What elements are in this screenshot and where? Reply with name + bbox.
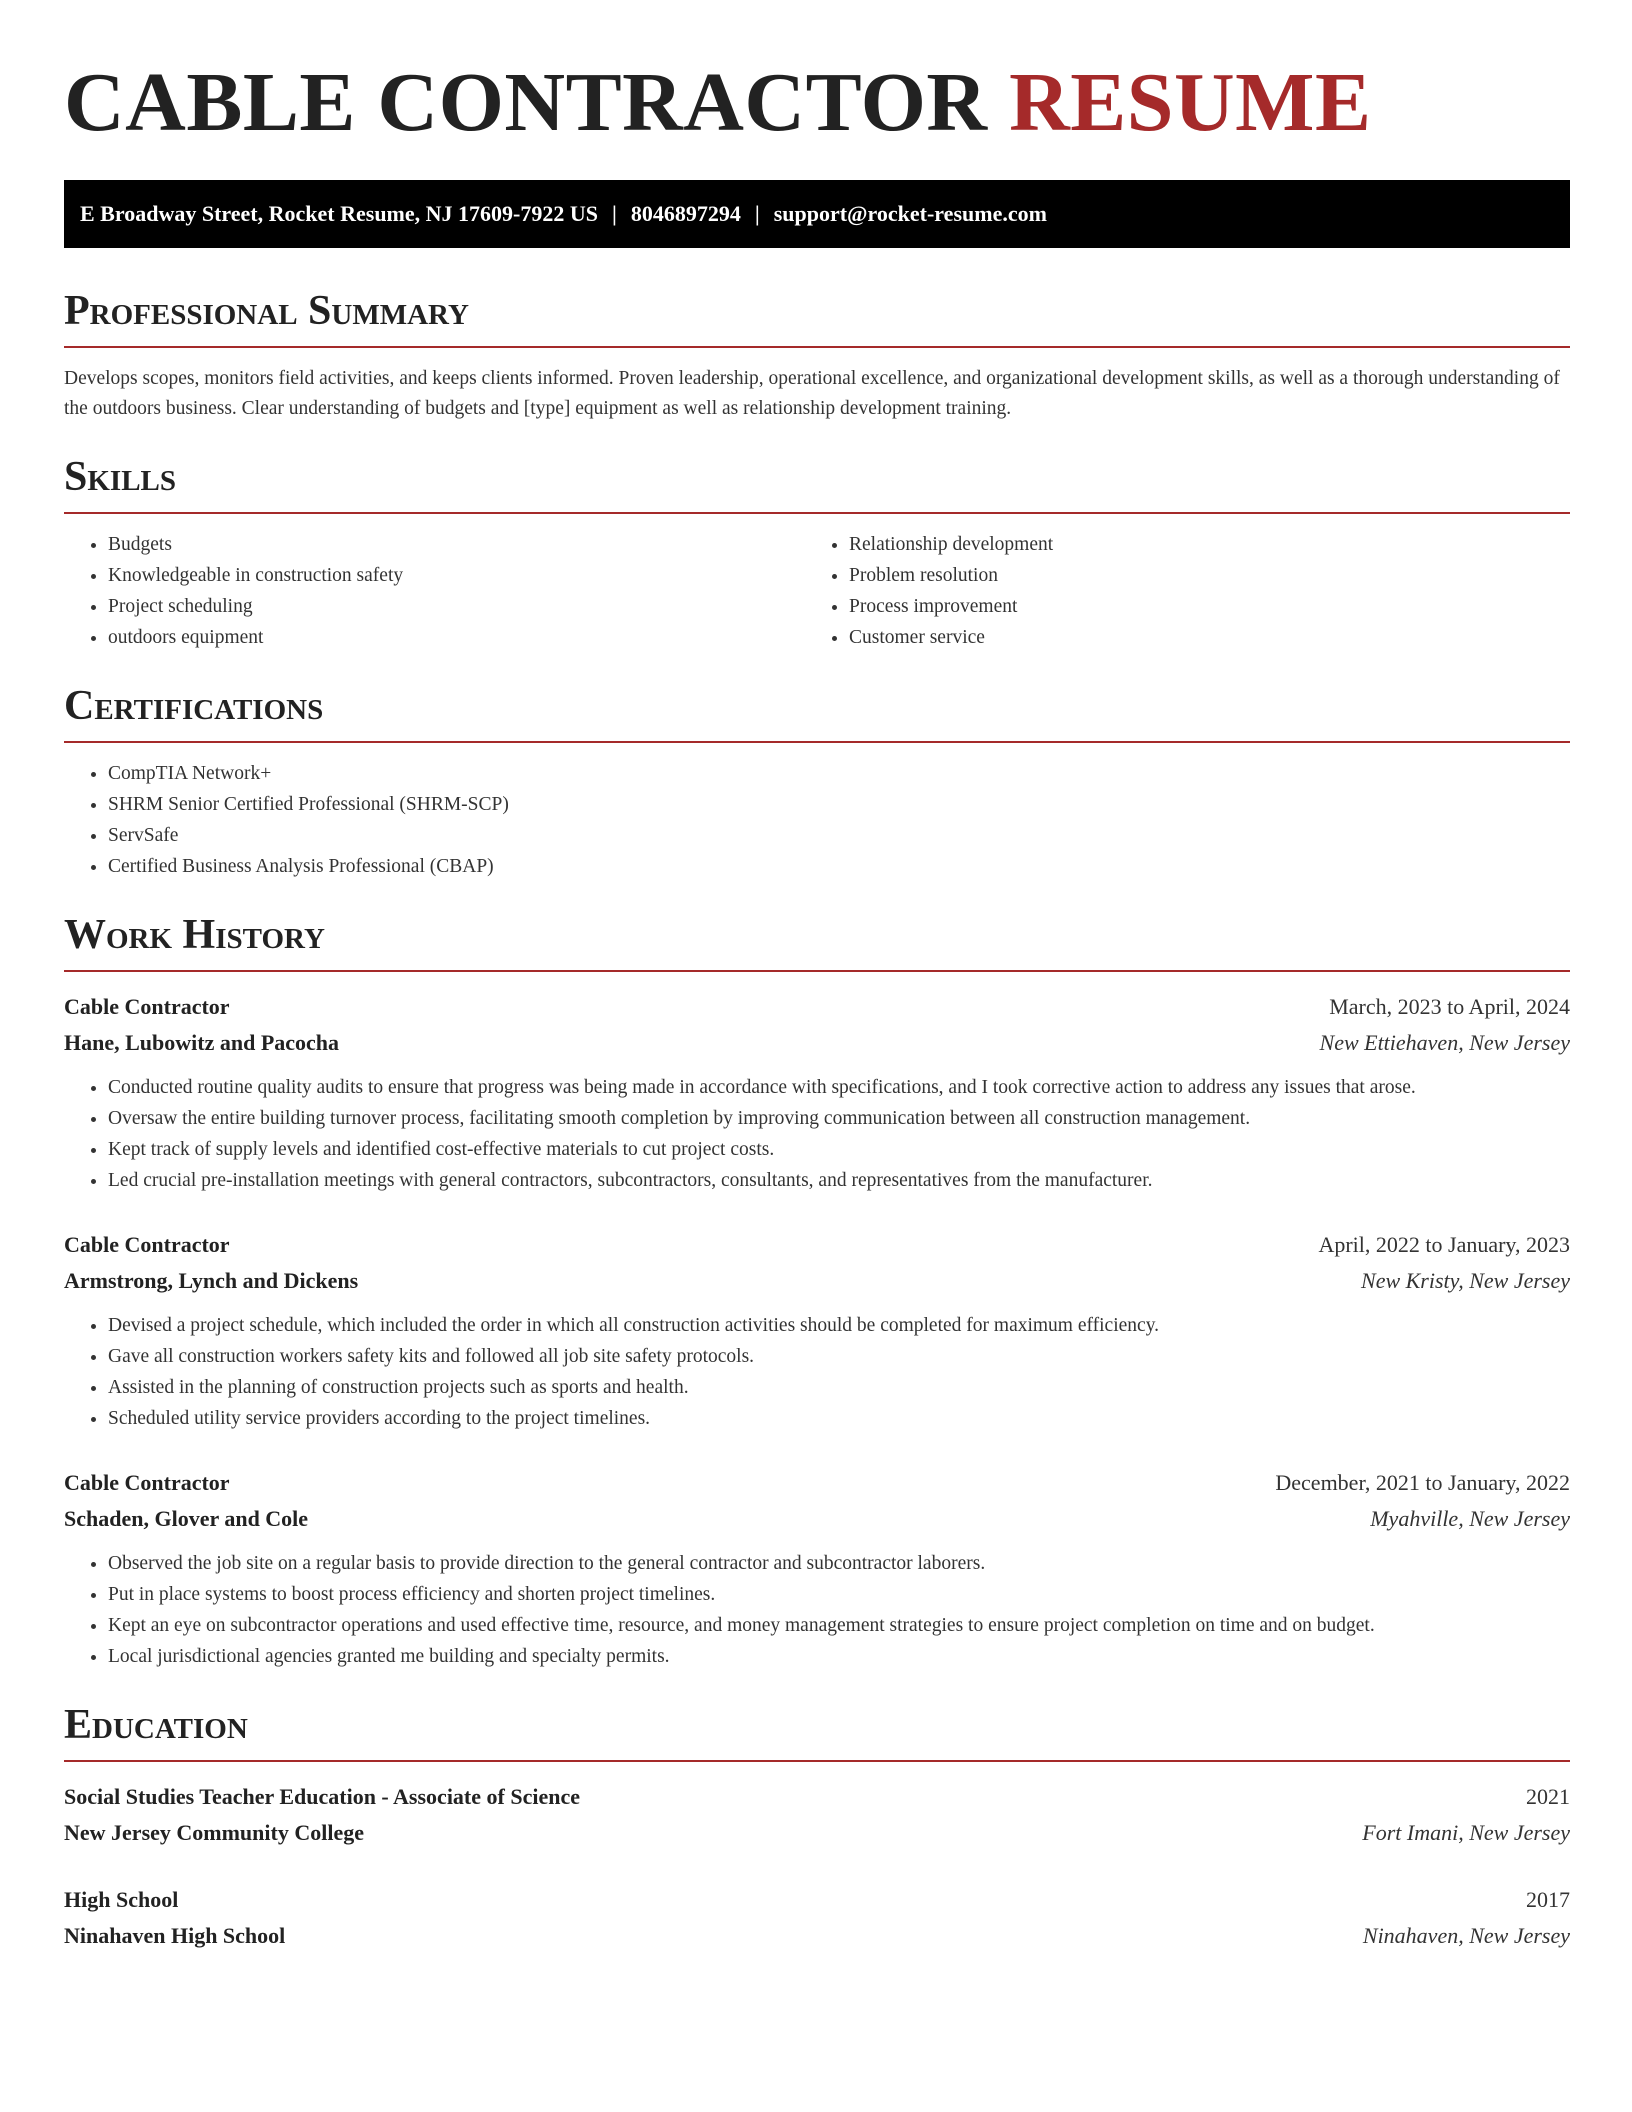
job-bullet: • Put in place systems to boost process efficiency and shorten project timelines. xyxy=(108,1579,1570,1610)
job-bullet: • Kept an eye on subcontractor operations and used effective time, resource, and money management strategies to ensure project completion on time and on budget. xyxy=(108,1610,1570,1641)
job-dates: December, 2021 to January, 2022 xyxy=(1275,1470,1570,1495)
job-title: Cable Contractor xyxy=(64,994,230,1019)
resume-page xyxy=(64,0,1570,1954)
skill-item: • Budgets xyxy=(108,529,805,560)
certification-item: • Certified Business Analysis Professional (CBAP) xyxy=(108,851,1570,882)
job-bullets xyxy=(64,1072,1570,1196)
job-bullet: • Kept track of supply levels and identified cost-effective materials to cut project costs. xyxy=(108,1134,1570,1165)
job-location: New Ettiehaven, New Jersey xyxy=(1319,1030,1570,1055)
job-title-row xyxy=(64,1227,1570,1263)
section-divider xyxy=(64,512,1570,514)
job-bullet: • Scheduled utility service providers according to the project timelines. xyxy=(108,1403,1570,1434)
job-company-row xyxy=(64,1263,1570,1299)
contact-email[interactable]: support@rocket-resume.com xyxy=(773,201,1047,226)
job-entry xyxy=(64,1227,1570,1434)
contact-separator: | xyxy=(611,201,617,226)
contact-separator: | xyxy=(754,201,760,226)
section-divider xyxy=(64,1760,1570,1762)
skill-item: • Project scheduling xyxy=(108,591,805,622)
job-dates: April, 2022 to January, 2023 xyxy=(1318,1232,1570,1257)
certification-item: • CompTIA Network+ xyxy=(108,758,1570,789)
education-section xyxy=(64,1700,1570,1954)
resume-title xyxy=(64,0,1570,148)
job-bullet: • Led crucial pre-installation meetings with general contractors, subcontractors, consultants, and representatives from the manufacturer. xyxy=(108,1165,1570,1196)
education-entry xyxy=(64,1779,1570,1851)
skill-item: • Knowledgeable in construction safety xyxy=(108,560,805,591)
education-year: 2017 xyxy=(1526,1887,1570,1912)
education-degree: High School xyxy=(64,1887,179,1912)
job-title: Cable Contractor xyxy=(64,1470,230,1495)
education-degree-row xyxy=(64,1779,1570,1815)
job-bullets xyxy=(64,1310,1570,1434)
job-location: New Kristy, New Jersey xyxy=(1361,1268,1570,1293)
job-bullet: • Devised a project schedule, which included the order in which all construction activities should be completed for maximum efficiency. xyxy=(108,1310,1570,1341)
skill-item: • Process improvement xyxy=(849,591,1546,622)
skill-item: • Relationship development xyxy=(849,529,1546,560)
job-bullets xyxy=(64,1548,1570,1672)
job-company-row xyxy=(64,1501,1570,1537)
summary-section xyxy=(64,286,1570,424)
contact-address: E Broadway Street, Rocket Resume, NJ 17609-7922 US xyxy=(80,201,598,226)
job-entry xyxy=(64,989,1570,1196)
job-location: Myahville, New Jersey xyxy=(1370,1506,1570,1531)
education-location: Fort Imani, New Jersey xyxy=(1362,1820,1570,1845)
skills-grid xyxy=(64,529,1570,653)
job-entry xyxy=(64,1465,1570,1672)
skills-section xyxy=(64,452,1570,653)
job-bullet: • Local jurisdictional agencies granted me building and specialty permits. xyxy=(108,1641,1570,1672)
certification-item: • ServSafe xyxy=(108,820,1570,851)
education-degree: Social Studies Teacher Education - Associate of Science xyxy=(64,1784,580,1809)
skills-column-left xyxy=(64,529,805,653)
education-degree-row xyxy=(64,1882,1570,1918)
job-bullet: • Oversaw the entire building turnover process, facilitating smooth completion by improving communication between all construction management. xyxy=(108,1103,1570,1134)
section-heading: Work History xyxy=(64,912,325,958)
job-bullet: • Observed the job site on a regular basis to provide direction to the general contractor and subcontractor laborers. xyxy=(108,1548,1570,1579)
section-divider xyxy=(64,741,1570,743)
skill-item: • Problem resolution xyxy=(849,560,1546,591)
section-heading: Certifications xyxy=(64,683,324,729)
education-school: New Jersey Community College xyxy=(64,1820,364,1845)
skill-item: • outdoors equipment xyxy=(108,622,805,653)
job-title-row xyxy=(64,989,1570,1025)
education-entry xyxy=(64,1882,1570,1954)
education-school: Ninahaven High School xyxy=(64,1923,286,1948)
summary-text: Develops scopes, monitors field activities, and keeps clients informed. Proven leadership, operational excellence, and organizational development skills, as well as a thorough understanding of the outdoors business. Clear understanding of budgets and [type] equipment as well as relationship development training. xyxy=(64,368,1560,419)
skills-column-right xyxy=(805,529,1546,653)
skills-list-left xyxy=(64,529,805,653)
section-divider xyxy=(64,970,1570,972)
section-heading: Professional Summary xyxy=(64,288,469,334)
contact-bar xyxy=(64,180,1570,248)
contact-phone[interactable]: 8046897294 xyxy=(630,201,741,226)
education-year: 2021 xyxy=(1526,1784,1570,1809)
education-school-row xyxy=(64,1918,1570,1954)
skill-item: • Customer service xyxy=(849,622,1546,653)
job-bullet: • Conducted routine quality audits to ensure that progress was being made in accordance with specifications, and I took corrective action to address any issues that arose. xyxy=(108,1072,1570,1103)
title-accent: RESUME xyxy=(1009,56,1372,149)
job-dates: March, 2023 to April, 2024 xyxy=(1329,994,1570,1019)
job-title: Cable Contractor xyxy=(64,1232,230,1257)
work-history-section xyxy=(64,910,1570,1672)
job-company-row xyxy=(64,1025,1570,1061)
section-divider xyxy=(64,346,1570,348)
section-heading: Education xyxy=(64,1702,248,1748)
job-bullet: • Gave all construction workers safety kits and followed all job site safety protocols. xyxy=(108,1341,1570,1372)
education-location: Ninahaven, New Jersey xyxy=(1362,1923,1570,1948)
job-company: Schaden, Glover and Cole xyxy=(64,1506,309,1531)
certification-item: • SHRM Senior Certified Professional (SHRM-SCP) xyxy=(108,789,1570,820)
education-school-row xyxy=(64,1815,1570,1851)
title-main: CABLE CONTRACTOR xyxy=(64,56,988,149)
job-company: Hane, Lubowitz and Pacocha xyxy=(64,1030,340,1055)
section-heading: Skills xyxy=(64,454,177,500)
job-title-row xyxy=(64,1465,1570,1501)
job-bullet: • Assisted in the planning of construction projects such as sports and health. xyxy=(108,1372,1570,1403)
certifications-section xyxy=(64,681,1570,882)
skills-list-right xyxy=(805,529,1546,653)
certifications-list xyxy=(64,758,1570,882)
job-company: Armstrong, Lynch and Dickens xyxy=(64,1268,359,1293)
